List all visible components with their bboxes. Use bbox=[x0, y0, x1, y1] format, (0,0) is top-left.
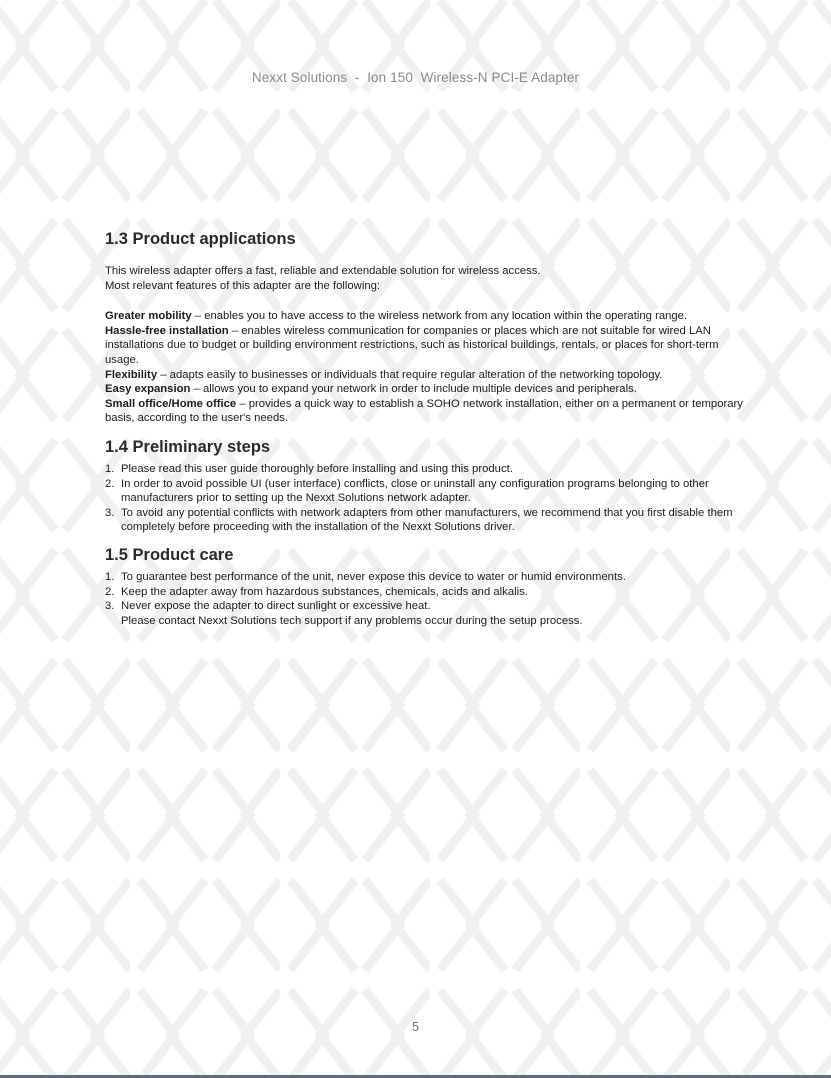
section-title-product-applications: 1.3 Product applications bbox=[105, 230, 296, 248]
list-item bbox=[105, 506, 745, 535]
list-item bbox=[105, 477, 745, 506]
product-care-list bbox=[105, 570, 745, 628]
section-title-product-care: 1.5 Product care bbox=[105, 545, 234, 564]
list-text: Please read this user guide thoroughly before installing and using this product. bbox=[121, 462, 513, 475]
list-text: Never expose the adapter to direct sunlight or excessive heat. bbox=[121, 600, 431, 613]
feature-description: adapts easily to businesses or individuals that require regular alteration of the networking topology. bbox=[169, 368, 663, 381]
feature-description: enables you to have access to the wireless network from any location within the operating range. bbox=[204, 310, 688, 323]
intro-line: Most relevant features of this adapter are the following: bbox=[105, 279, 381, 292]
list-item-note bbox=[105, 614, 745, 629]
feature-item bbox=[105, 324, 745, 368]
feature-description: provides a quick way to establish a SOHO network installation, either on a permanent or temporary basis, according to the user's needs. bbox=[105, 397, 743, 425]
list-text: In order to avoid possible UI (user interface) conflicts, close or uninstall any configuration programs belonging to other manufacturers prior to setting up the Nexxt Solutions network adapter. bbox=[121, 477, 709, 505]
feature-list bbox=[105, 309, 745, 426]
preliminary-steps-list bbox=[105, 462, 745, 535]
feature-item bbox=[105, 368, 745, 383]
list-number: 3. bbox=[105, 506, 115, 519]
feature-separator: – bbox=[157, 368, 170, 381]
list-number: 3. bbox=[105, 600, 115, 613]
feature-term: Small office/Home office bbox=[105, 397, 237, 410]
feature-term: Hassle-free installation bbox=[105, 324, 229, 337]
list-item bbox=[105, 462, 745, 477]
list-item bbox=[105, 599, 745, 614]
list-item bbox=[105, 585, 745, 600]
feature-item bbox=[105, 397, 745, 426]
list-text: To guarantee best performance of the unit, never expose this device to water or humid environments. bbox=[121, 570, 626, 583]
feature-item bbox=[105, 309, 745, 324]
feature-term: Flexibility bbox=[105, 368, 158, 381]
feature-description: enables wireless communication for companies or places which are not suitable for wired LAN installations due to budget or building environment restrictions, such as historical buildings, rentals, or places for short-term usage. bbox=[105, 324, 719, 366]
feature-term: Greater mobility bbox=[105, 310, 192, 323]
list-text: To avoid any potential conflicts with network adapters from other manufacturers, we recommend that you first disable them completely before proceeding with the installation of the Nexxt Solutions driver. bbox=[121, 506, 733, 534]
feature-separator: – bbox=[228, 324, 242, 337]
intro-line: This wireless adapter offers a fast, reliable and extendable solution for wireless access. bbox=[105, 265, 541, 277]
page-number: 5 bbox=[412, 1020, 419, 1034]
list-number: 1. bbox=[105, 570, 115, 583]
feature-term: Easy expansion bbox=[105, 383, 191, 396]
page-header: Nexxt Solutions - Ion 150 Wireless-N PCI-E Adapter bbox=[251, 70, 580, 85]
feature-separator: – bbox=[190, 383, 203, 396]
list-text: Keep the adapter away from hazardous substances, chemicals, acids and alkalis. bbox=[121, 585, 528, 598]
list-item bbox=[105, 570, 745, 585]
support-note: Please contact Nexxt Solutions tech support if any problems occur during the setup process. bbox=[121, 614, 583, 627]
feature-description: allows you to expand your network in order to include multiple devices and peripherals. bbox=[202, 383, 637, 396]
feature-separator: – bbox=[191, 310, 205, 323]
list-number: 2. bbox=[105, 585, 115, 598]
section-title-preliminary-steps: 1.4 Preliminary steps bbox=[105, 437, 271, 456]
list-number: 2. bbox=[105, 477, 115, 490]
feature-item bbox=[105, 382, 745, 397]
content-area bbox=[105, 228, 745, 628]
list-number: 1. bbox=[105, 462, 115, 475]
feature-separator: – bbox=[236, 397, 249, 410]
